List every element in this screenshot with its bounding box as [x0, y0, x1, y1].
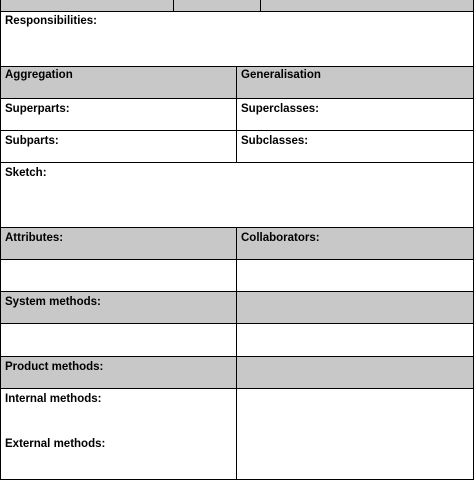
aggregation-label: Aggregation	[5, 69, 73, 81]
internal-methods-label: Internal methods:	[5, 393, 102, 405]
superclasses-field[interactable]	[236, 98, 474, 131]
system-methods-header	[0, 291, 237, 324]
superclasses-label: Superclasses:	[241, 103, 319, 115]
collaborators-label: Collaborators:	[241, 232, 320, 244]
product-methods-label: Product methods:	[5, 361, 104, 373]
attributes-label: Attributes:	[5, 232, 64, 244]
system-methods-field[interactable]	[0, 323, 237, 357]
subparts-label: Subparts:	[5, 135, 59, 147]
system-methods-label: System methods:	[5, 296, 101, 308]
sketch-field[interactable]	[0, 162, 474, 228]
superparts-field[interactable]	[0, 98, 237, 131]
subclasses-field[interactable]	[236, 130, 474, 163]
subparts-field[interactable]	[0, 130, 237, 163]
responsibilities-label: Responsibilities:	[5, 15, 98, 27]
methods-field-right[interactable]	[236, 388, 474, 480]
generalisation-label: Generalisation	[241, 69, 321, 81]
system-methods-header-right	[236, 291, 474, 324]
superparts-label: Superparts:	[5, 103, 70, 115]
collaborators-field[interactable]	[236, 259, 474, 292]
attributes-header	[0, 227, 237, 260]
collaborators-header	[236, 227, 474, 260]
external-methods-label: External methods:	[5, 438, 106, 450]
sketch-label: Sketch:	[5, 167, 47, 179]
product-methods-header-right	[236, 356, 474, 389]
subclasses-label: Subclasses:	[241, 135, 309, 147]
responsibilities-field[interactable]	[0, 11, 474, 67]
attributes-field[interactable]	[0, 259, 237, 292]
product-methods-header	[0, 356, 237, 389]
methods-field[interactable]	[0, 388, 237, 480]
generalisation-header	[236, 66, 474, 99]
system-methods-field-right[interactable]	[236, 323, 474, 357]
aggregation-header	[0, 66, 237, 99]
